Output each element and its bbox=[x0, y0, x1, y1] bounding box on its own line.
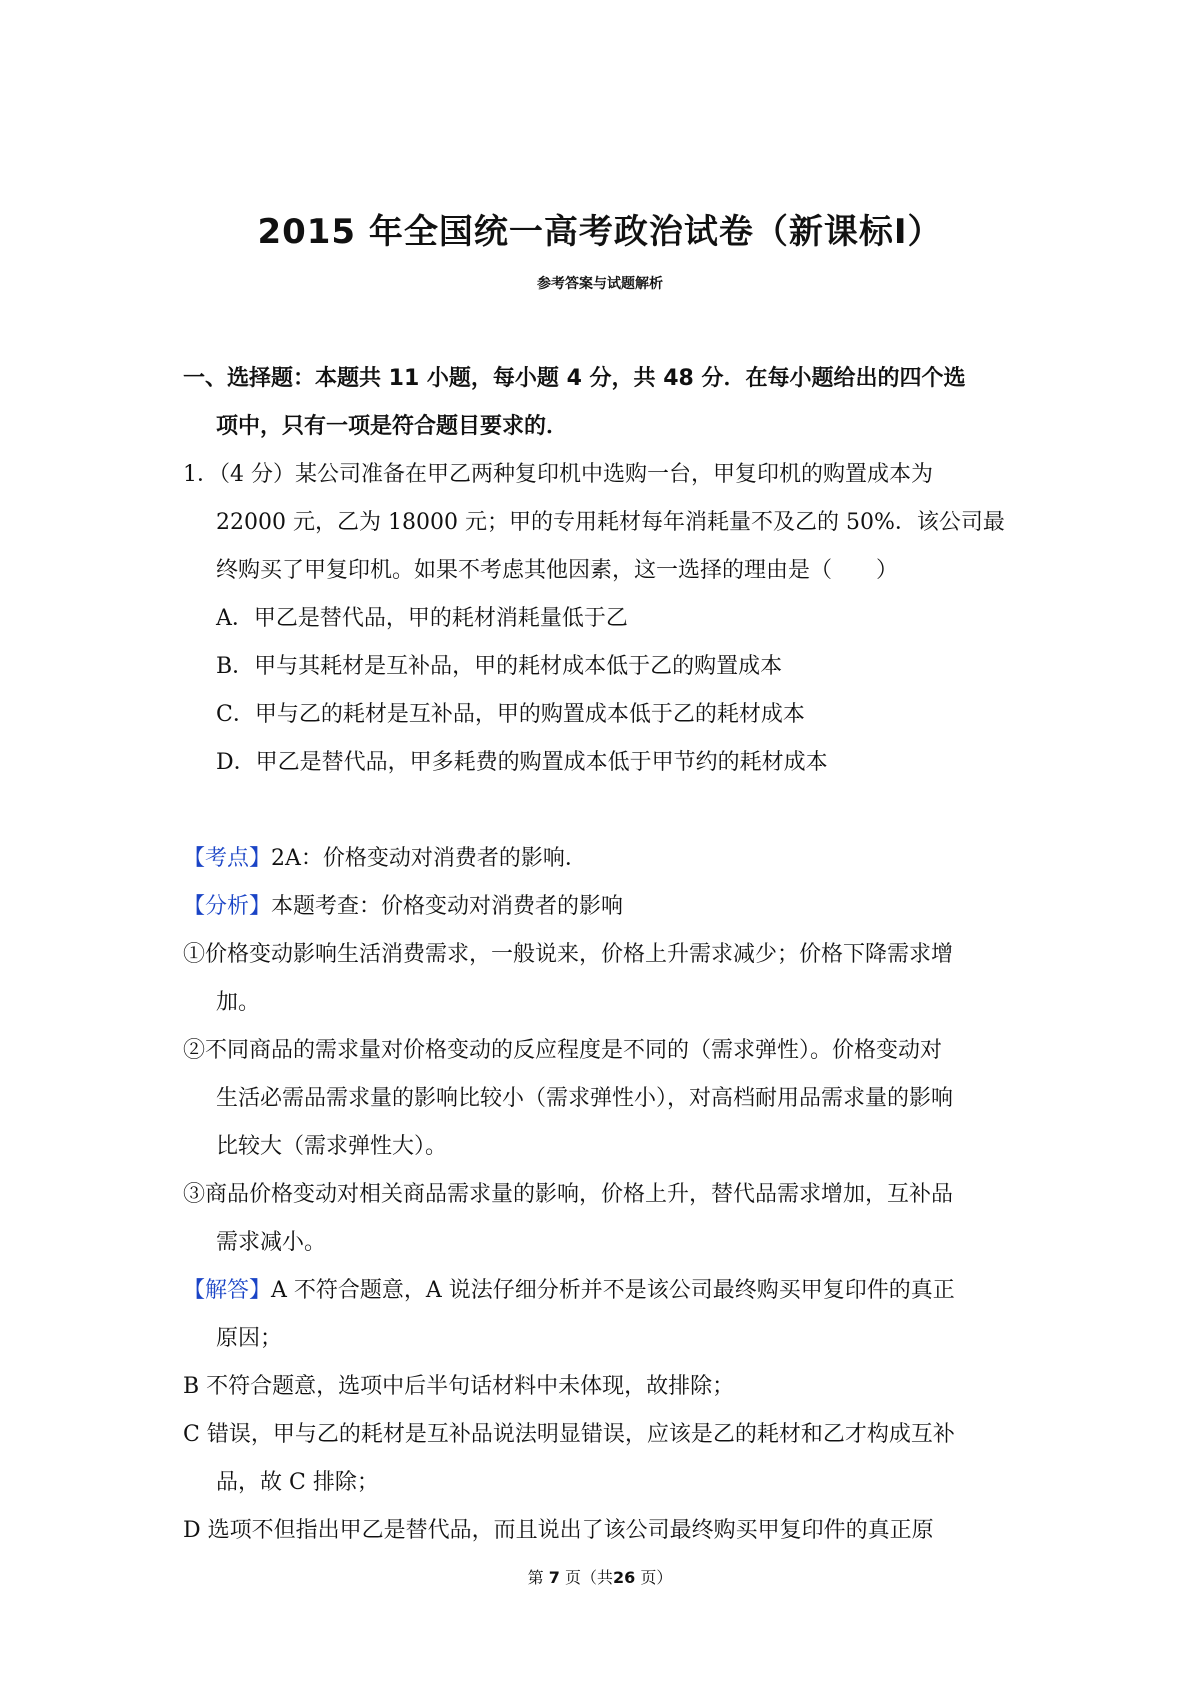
fenxi-text: 本题考查：价格变动对消费者的影响 bbox=[271, 894, 624, 919]
kaodian-tag: 【考点】 bbox=[183, 846, 272, 871]
answer-b-line: B 不符合题意，选项中后半句话材料中未体现，故排除； bbox=[183, 1374, 735, 1399]
page-title: 2015 年全国统一高考政治试卷（新课标Ⅰ） bbox=[257, 212, 943, 252]
fenxi-line bbox=[183, 883, 1033, 931]
jieda-line-2: 原因； bbox=[216, 1326, 283, 1351]
question-stem-line-1: 1．（4 分）某公司准备在甲乙两种复印机中选购一台，甲复印机的购置成本为 bbox=[183, 462, 933, 487]
jieda-line bbox=[183, 1267, 1033, 1315]
answer-c-line-2: 品，故 C 排除； bbox=[216, 1470, 379, 1495]
point-2-line-1: ②不同商品的需求量对价格变动的反应程度是不同的（需求弹性）。价格变动对 bbox=[183, 1038, 943, 1063]
spacer bbox=[183, 787, 1033, 835]
option-a: A．甲乙是替代品，甲的耗材消耗量低于乙 bbox=[216, 606, 628, 631]
point-1-line-1: ①价格变动影响生活消费需求，一般说来，价格上升需求减少；价格下降需求增 bbox=[183, 942, 954, 967]
option-d: D．甲乙是替代品，甲多耗费的购置成本低于甲节约的耗材成本 bbox=[216, 750, 828, 775]
question-stem-line-2: 22000 元，乙为 18000 元；甲的专用耗材每年消耗量不及乙的 50%．该公司最 bbox=[216, 510, 1005, 535]
footer-total-pages: 26 bbox=[612, 1568, 636, 1587]
footer-prefix: 第 bbox=[527, 1568, 544, 1587]
option-c: C．甲与乙的耗材是互补品，甲的购置成本低于乙的耗材成本 bbox=[216, 702, 805, 727]
answer-c-line-1: C 错误，甲与乙的耗材是互补品说法明显错误，应该是乙的耗材和乙才构成互补 bbox=[183, 1422, 955, 1447]
section-heading-line-1: 一、选择题：本题共 11 小题，每小题 4 分，共 48 分．在每小题给出的四个选 bbox=[183, 366, 966, 391]
footer-page-number: 7 bbox=[548, 1568, 560, 1587]
kaodian-text: 2A：价格变动对消费者的影响． bbox=[271, 846, 587, 871]
point-2-line-2: 生活必需品需求量的影响比较小（需求弹性小），对高档耐用品需求量的影响 bbox=[216, 1086, 954, 1111]
kaodian-line bbox=[183, 835, 1033, 883]
page-footer bbox=[0, 1565, 1200, 1588]
point-3-line-2: 需求减小。 bbox=[216, 1230, 327, 1255]
page-subtitle: 参考答案与试题解析 bbox=[537, 276, 663, 292]
point-3-line-1: ③商品价格变动对相关商品需求量的影响，价格上升，替代品需求增加，互补品 bbox=[183, 1182, 954, 1207]
jieda-text: A 不符合题意，A 说法仔细分析并不是该公司最终购买甲复印件的真正 bbox=[271, 1278, 955, 1303]
fenxi-tag: 【分析】 bbox=[183, 894, 272, 919]
page-content bbox=[183, 355, 1033, 1555]
answer-d-line-1: D 选项不但指出甲乙是替代品，而且说出了该公司最终购买甲复印件的真正原 bbox=[183, 1518, 934, 1543]
option-b: B．甲与其耗材是互补品，甲的耗材成本低于乙的购置成本 bbox=[216, 654, 783, 679]
section-heading-line-2: 项中，只有一项是符合题目要求的． bbox=[216, 414, 569, 439]
point-1-line-2: 加。 bbox=[216, 990, 261, 1015]
footer-middle: 页（共 bbox=[564, 1568, 613, 1587]
footer-suffix: 页） bbox=[640, 1568, 673, 1587]
point-2-line-3: 比较大（需求弹性大）。 bbox=[216, 1134, 448, 1159]
question-stem-line-3: 终购买了甲复印机。如果不考虑其他因素，这一选择的理由是（ ） bbox=[216, 558, 899, 583]
jieda-tag: 【解答】 bbox=[183, 1278, 272, 1303]
